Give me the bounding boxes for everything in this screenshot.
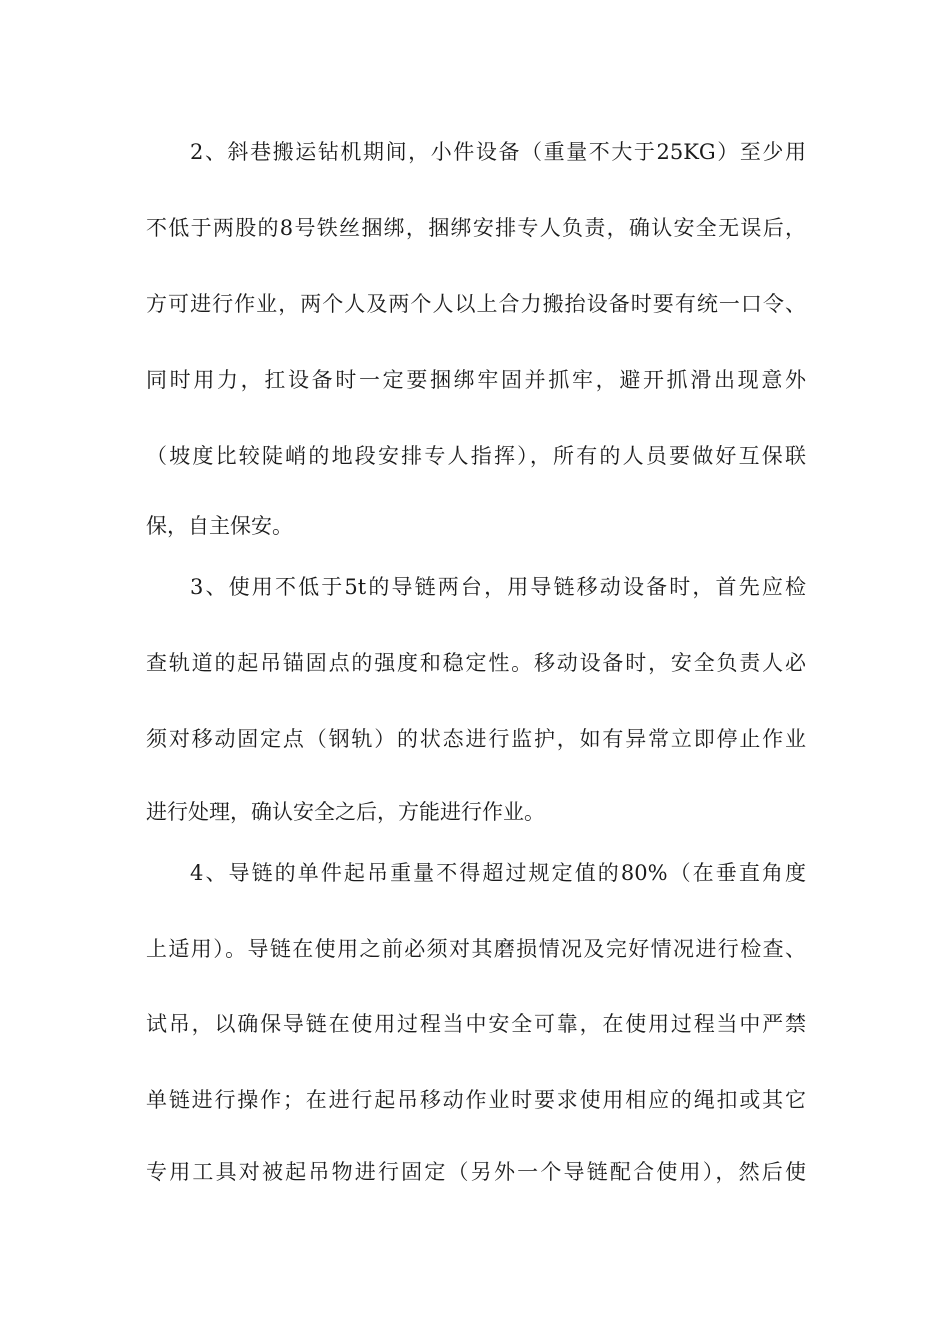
text-line: 单链进行操作；在进行起吊移动作业时要求使用相应的绳扣或其它 <box>146 1088 806 1112</box>
text-line: 试吊，以确保导链在使用过程当中安全可靠，在使用过程当中严禁 <box>146 1012 806 1036</box>
text-line: 上适用）。导链在使用之前必须对其磨损情况及完好情况进行检查、 <box>146 937 806 961</box>
text-line: 专用工具对被起吊物进行固定（另外一个导链配合使用），然后使 <box>146 1160 806 1184</box>
text-line: 2、斜巷搬运钻机期间，小件设备（重量不大于25KG）至少用 <box>190 140 806 164</box>
text-line: 4、导链的单件起吊重量不得超过规定值的80%（在垂直角度 <box>190 861 806 885</box>
text-line: 进行处理，确认安全之后，方能进行作业。 <box>146 800 545 824</box>
text-line: 保，自主保安。 <box>146 514 293 538</box>
text-line: 须对移动固定点（钢轨）的状态进行监护，如有异常立即停止作业 <box>146 727 806 751</box>
text-line: 同时用力，扛设备时一定要捆绑牢固并抓牢，避开抓滑出现意外 <box>146 368 806 392</box>
text-line: 不低于两股的8号铁丝捆绑，捆绑安排专人负责，确认安全无误后， <box>146 216 806 240</box>
text-line: （坡度比较陡峭的地段安排专人指挥），所有的人员要做好互保联 <box>146 444 806 468</box>
text-line: 方可进行作业，两个人及两个人以上合力搬抬设备时要有统一口令、 <box>146 292 806 316</box>
text-line: 查轨道的起吊锚固点的强度和稳定性。移动设备时，安全负责人必 <box>146 651 806 675</box>
text-line: 3、使用不低于5t的导链两台，用导链移动设备时，首先应检 <box>190 575 806 599</box>
